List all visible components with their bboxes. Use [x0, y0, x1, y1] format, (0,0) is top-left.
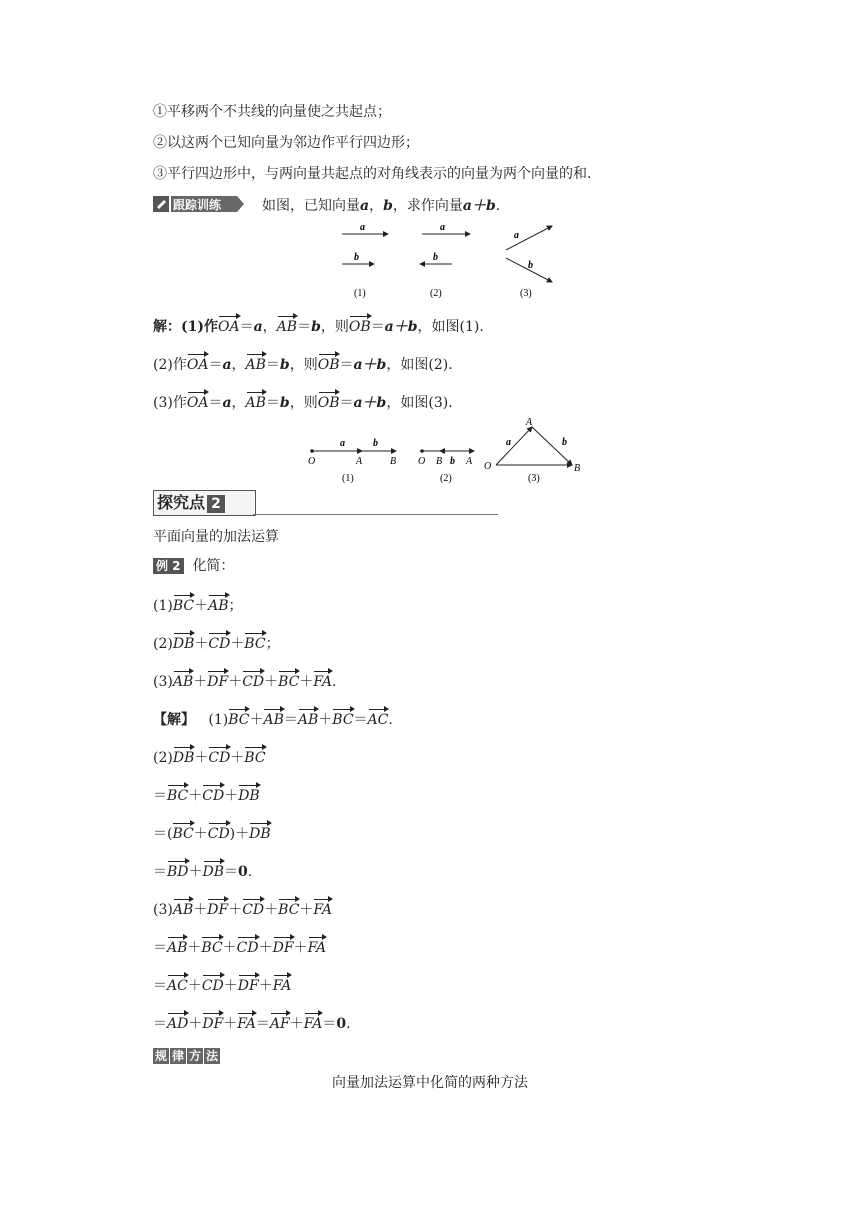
solution-line-1: 解：(1)作OA＝a，AB＝b，则OB＝a＋b，如图(1).: [153, 319, 484, 335]
example-prompt: 例 2 化简：: [153, 556, 234, 576]
answer-3-line-4: ＝AD＋DF＋FA＝AF＋FA＝0.: [153, 1016, 351, 1032]
svg-text:(3): (3): [528, 473, 540, 484]
svg-text:(1): (1): [342, 473, 354, 484]
section-label: 探究点: [157, 493, 206, 512]
method-badge: 规 律 方 法: [154, 1049, 218, 1063]
given-vectors-figure: [330, 220, 570, 305]
answer-2-line-1: (2)DB＋CD＋BC: [153, 750, 266, 766]
section-label-box: [153, 490, 256, 516]
example-badge: 例 2: [153, 558, 184, 574]
step-3: ③平行四边形中，与两向量共起点的对角线表示的向量为两个向量的和.: [153, 166, 592, 182]
answer-1: 【解】 (1)BC＋AB＝AB＋BC＝AC.: [153, 712, 393, 728]
svg-text:b: b: [373, 438, 378, 449]
svg-text:O: O: [418, 456, 426, 467]
svg-text:B: B: [436, 456, 443, 467]
followup-badge-label: 跟踪训练: [173, 198, 222, 212]
solution-line-2: (2)作OA＝a，AB＝b，则OB＝a＋b，如图(2).: [153, 357, 453, 373]
answer-3-line-3: ＝AC＋CD＋DF＋FA: [153, 978, 292, 994]
example-q1: (1)BC＋AB；: [153, 598, 243, 614]
svg-text:A: A: [466, 456, 473, 467]
label-a-3: a: [514, 230, 519, 241]
svg-text:b: b: [562, 437, 567, 448]
solution-line-3: (3)作OA＝a，AB＝b，则OB＝a＋b，如图(3).: [153, 395, 453, 411]
step-2: ②以这两个已知向量为邻边作平行四边形；: [153, 135, 419, 151]
caption-1: (1): [354, 288, 366, 299]
label-a-1: a: [360, 222, 365, 233]
section-title: 平面向量的加法运算: [153, 529, 279, 545]
label-b-2: b: [433, 252, 438, 263]
label-b-3: b: [528, 260, 533, 271]
svg-text:B: B: [390, 456, 397, 467]
section-number: 2: [207, 495, 225, 513]
caption-2: (2): [430, 288, 442, 299]
fig2-3-vector-a: [496, 427, 532, 465]
step-1: ①平移两个不共线的向量使之共起点；: [153, 104, 391, 120]
svg-text:b: b: [450, 456, 455, 467]
svg-text:O: O: [308, 456, 316, 467]
caption-3: (3): [520, 288, 532, 299]
svg-text:B: B: [574, 463, 581, 474]
answer-2-line-2: ＝BC＋CD＋DB: [153, 788, 260, 804]
answer-2-line-3: ＝(BC＋CD)＋DB: [153, 826, 271, 842]
label-a-2: a: [440, 222, 445, 233]
section-header: [153, 490, 498, 516]
example-q2: (2)DB＋CD＋BC；: [153, 636, 280, 652]
answer-3-line-1: (3)AB＋DF＋CD＋BC＋FA: [153, 902, 333, 918]
sum-vectors-figure: [300, 415, 590, 487]
svg-text:a: a: [340, 438, 345, 449]
answer-3-line-2: ＝AB＋BC＋CD＋DF＋FA: [153, 940, 327, 956]
svg-text:A: A: [526, 417, 533, 428]
svg-text:O: O: [484, 461, 492, 472]
method-title: 向量加法运算中化简的两种方法: [332, 1075, 528, 1091]
answer-2-line-4: ＝BD＋DB＝0.: [153, 864, 253, 880]
svg-text:(2): (2): [440, 473, 452, 484]
svg-text:A: A: [356, 456, 363, 467]
label-b-1: b: [354, 252, 359, 263]
section-rule: [253, 514, 498, 515]
followup-badge: [153, 195, 245, 213]
vector-a-3: [506, 226, 552, 250]
example-q3: (3)AB＋DF＋CD＋BC＋FA.: [153, 674, 337, 690]
followup-prompt: 如图，已知向量a，b，求作向量a＋b.: [262, 198, 501, 214]
svg-text:a: a: [506, 437, 511, 448]
